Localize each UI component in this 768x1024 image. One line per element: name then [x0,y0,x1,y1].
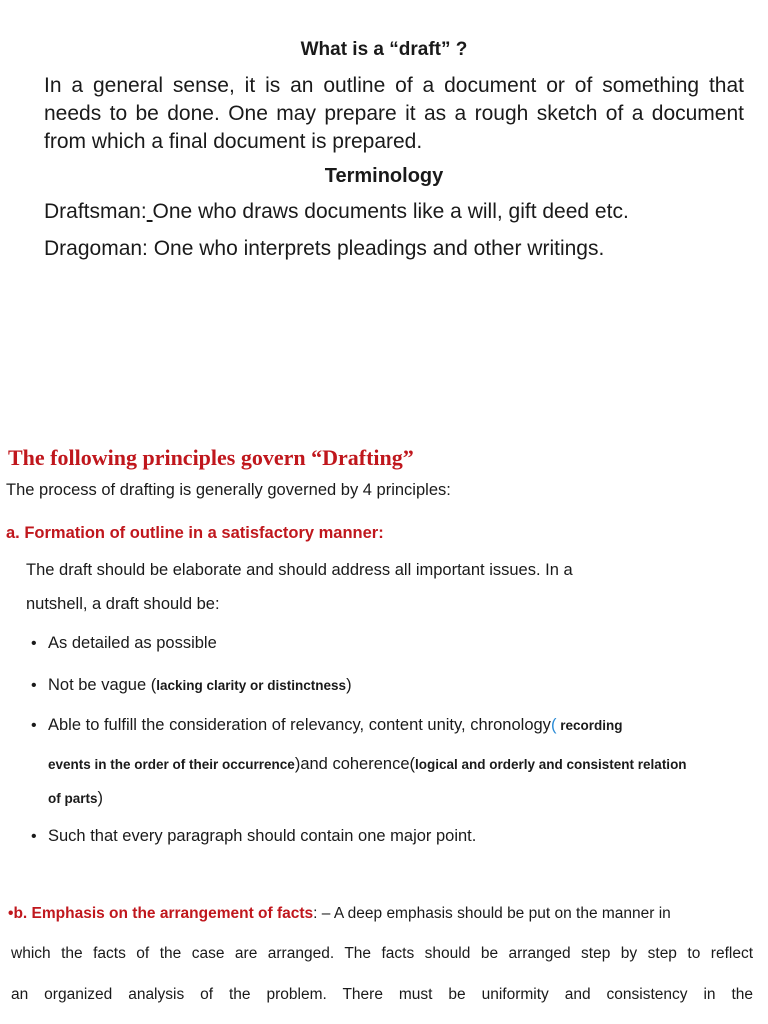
bullet-relevancy-line3 [48,789,103,808]
dragoman-definition: Dragoman: One who interprets pleadings and other writings. [44,237,605,260]
bullet-note: lacking clarity or distinctness [156,678,347,693]
principle-b-colon: : [313,905,318,922]
bullet-marker: • [31,677,37,694]
bullet-open-paren: ( [550,716,557,734]
bullet-relevancy-line2 [48,755,687,774]
principle-a-text-line2: nutshell, a draft should be: [26,595,220,613]
draft-definition-paragraph: In a general sense, it is an outline of a document or of something that needs to be done. One may prepare it as a rough sketch of a document from which a final document is prepared. [44,74,744,153]
bullet-not-vague [48,676,352,695]
bullet-note: recording [556,718,623,733]
bullet-marker: • [31,717,37,734]
bullet-detailed: As detailed as possible [48,634,217,652]
bullet-paragraph-point: Such that every paragraph should contain one major point. [48,827,477,845]
draftsman-definition [44,200,629,224]
bullet-marker: • [31,828,37,845]
principle-b-bullet: • [8,905,14,922]
bullet-text: Not be vague ( [48,676,157,694]
draftsman-term: Draftsman: [44,200,147,223]
terminology-heading: Terminology [324,165,444,187]
principle-a-heading: a. Formation of outline in a satisfactory manner: [6,524,384,542]
bullet-relevancy [48,716,622,735]
bullet-note: of parts [48,791,98,806]
bullet-marker: • [31,635,37,652]
bullet-close-paren: ) [97,789,104,807]
bullet-note: events in the order of their occurrence [48,757,295,772]
principle-b-heading: b. Emphasis on the arrangement of facts [13,905,314,922]
draft-title: What is a “draft” ? [300,39,468,60]
bullet-close-paren: ) [294,755,301,773]
principle-a-text-line1: The draft should be elaborate and should address all important issues. In a [26,561,573,579]
principles-heading: The following principles govern “Drafting” [8,445,414,470]
bullet-text: Able to fulfill the consideration of relevancy, content unity, chronology [48,716,551,734]
principle-b-text: – A deep emphasis should be put on the manner in [317,905,671,922]
draftsman-meaning: One who draws documents like a will, gift deed etc. [152,200,629,223]
bullet-note: logical and orderly and consistent relation [415,757,687,772]
principle-b-line3: an organized analysis of the problem. There must be uniformity and consistency in the [11,986,753,1003]
bullet-close-paren: ) [346,676,352,694]
bullet-text: and coherence( [300,755,415,773]
principles-intro: The process of drafting is generally governed by 4 principles: [6,481,451,499]
principle-b-line2: which the facts of the case are arranged. The facts should be arranged step by step to reflect [11,945,753,962]
principle-b-line1 [8,905,671,923]
